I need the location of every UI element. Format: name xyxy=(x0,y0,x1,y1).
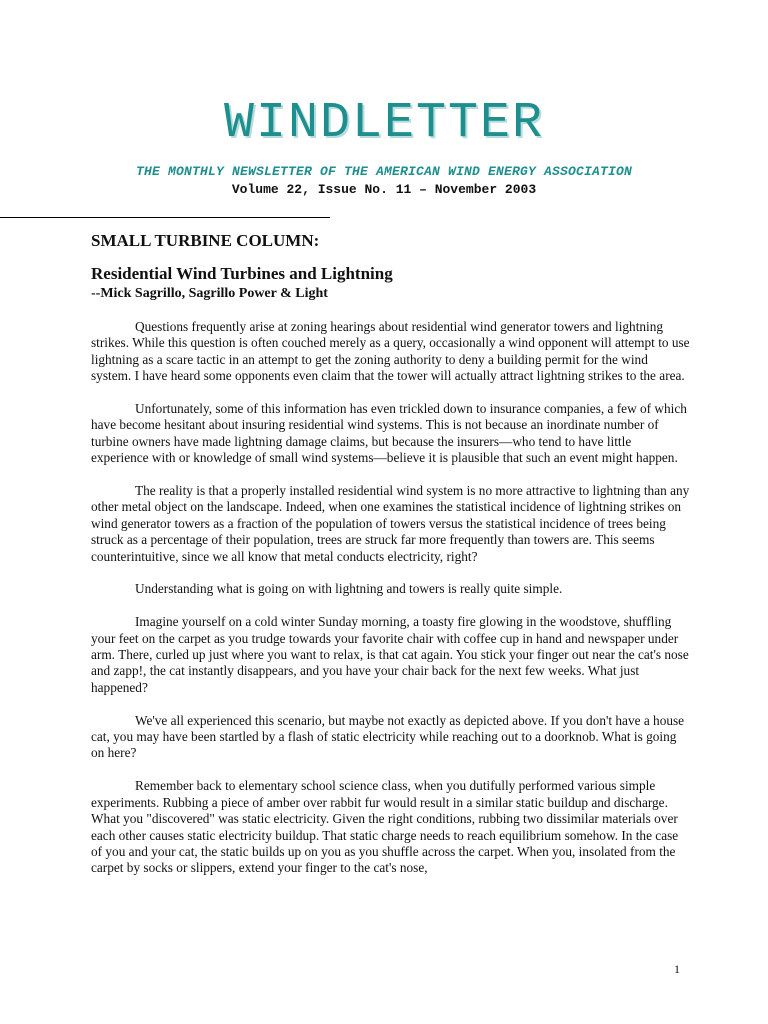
paragraph-1: Questions frequently arise at zoning hearings about residential wind generator towers and lightning strikes. While this question is often couched merely as a query, occasionally a wind opponent will attempt to use lightning as a scare tactic in an attempt to get the zoning authority to deny a building permit for the wind system. I have heard some opponents even claim that the tower will actually attract lightning strikes to the area. xyxy=(91,319,690,384)
paragraph-5: Imagine yourself on a cold winter Sunday morning, a toasty fire glowing in the woodstove, shuffling your feet on the carpet as you trudge towards your favorite chair with coffee cup in hand and newspaper under arm. There, curled up just where you want to relax, is that cat again. You stick your finger out near the cat's nose and zapp!, the cat instantly disappears, and you have your chair back for the next few weeks. What just happened? xyxy=(91,614,689,695)
paragraph-6: We've all experienced this scenario, but maybe not exactly as depicted above. If you don't have a house cat, you may have been startled by a flash of static electricity while reaching out to a doorknob. What is going on here? xyxy=(91,712,685,761)
header-divider xyxy=(0,217,330,218)
column-heading: SMALL TURBINE COLUMN: xyxy=(91,231,320,250)
issue-volume-line: Volume 22, Issue No. 11 – November 2003 xyxy=(231,182,537,197)
newsletter-subtitle: THE MONTHLY NEWSLETTER OF THE AMERICAN WIND ENERGY ASSOCIATION xyxy=(135,164,633,179)
masthead-title: WINDLETTER xyxy=(223,95,545,152)
article-title: Residential Wind Turbines and Lightning xyxy=(91,264,393,283)
paragraph-2: Unfortunately, some of this information has even trickled down to insurance companies, a few of which have become hesitant about insuring residential wind systems. This is not because an inordinate number of turbine owners have made lightning damage claims, but because the insurers—who tend to have little experience with or knowledge of small wind systems—believe it is plausible that such an event might happen. xyxy=(91,401,687,466)
paragraph-3: The reality is that a properly installed residential wind system is no more attractive to lightning than any other metal object on the landscape. Indeed, when one examines the statistical incidence of lightning strikes on wind generator towers as a fraction of the population of towers versus the statistical incidence of trees being struck as a percentage of their population, trees are struck far more frequently than towers are. This seems counterintuitive, since we all know that metal conducts electricity, right? xyxy=(91,483,690,564)
paragraph-4: Understanding what is going on with lightning and towers is really quite simple. xyxy=(135,581,563,597)
article-byline: --Mick Sagrillo, Sagrillo Power & Light xyxy=(91,286,328,301)
paragraph-7: Remember back to elementary school science class, when you dutifully performed various simple experiments. Rubbing a piece of amber over rabbit fur would result in a similar static buildup and discharge. What you "discovered" was static electricity. Given the right conditions, rubbing two dissimilar materials over each other causes static electricity buildup. That static charge needs to reach equilibrium somehow. In the case of you and your cat, the static builds up on you as you shuffle across the carpet. When you, insolated from the carpet by socks or slippers, extend your finger to the cat's nose, xyxy=(91,778,679,876)
page-number: 1 xyxy=(674,962,680,976)
article-body xyxy=(91,319,691,893)
